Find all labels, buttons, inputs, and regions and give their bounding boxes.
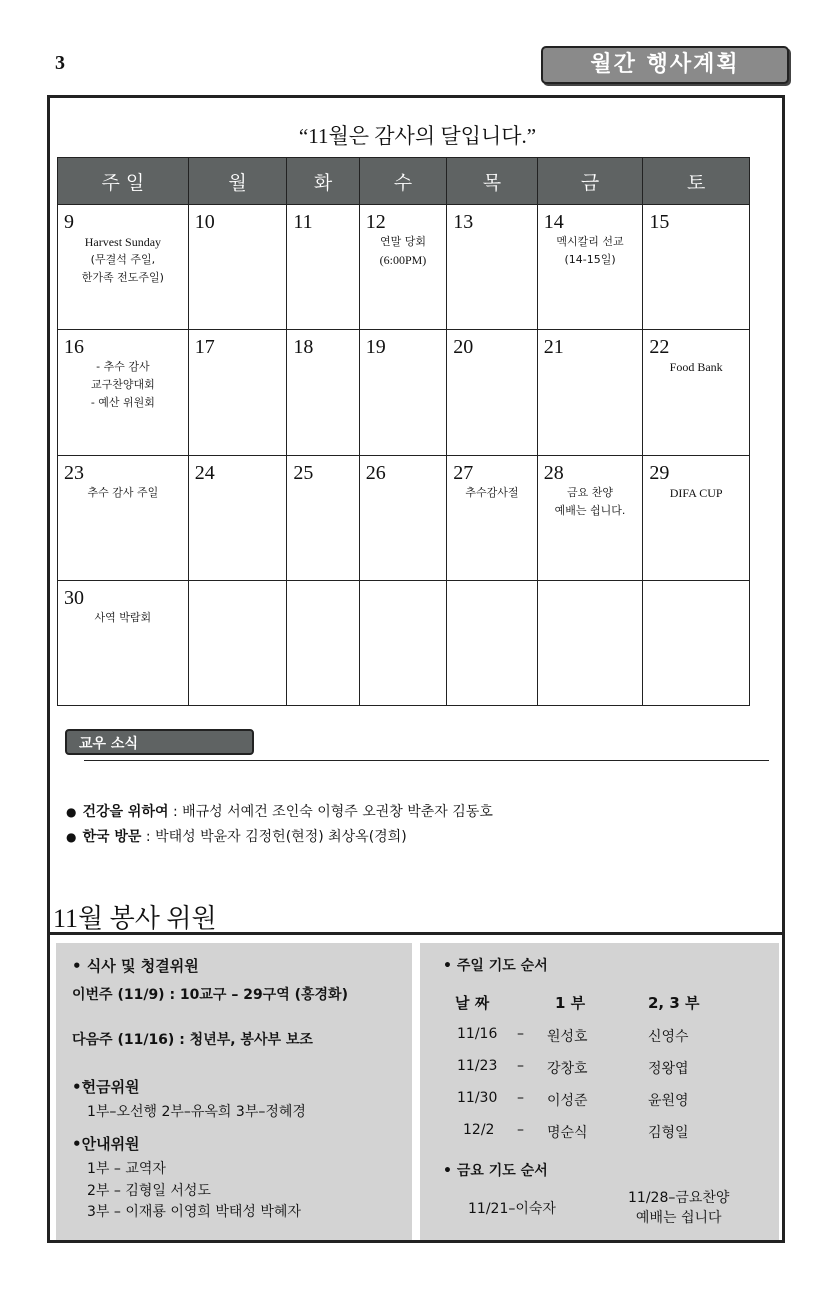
news-list — [66, 800, 493, 850]
offering-text: 1부–오선행 2부–유옥희 3부–정혜경 — [87, 1104, 306, 1120]
prayer-dash: – — [517, 1090, 524, 1106]
calendar-title: “11월은 감사의 달입니다.” — [298, 124, 537, 148]
calendar-day-cell — [58, 205, 189, 330]
day-event-note: Food Bank — [669, 360, 723, 375]
day-number: 21 — [543, 336, 564, 359]
prayer-date: 12/2 — [463, 1122, 495, 1138]
bullet-icon: ● — [66, 805, 77, 819]
day-event-note: 사역 박람회 — [94, 610, 152, 624]
weekday-header: 토 — [643, 158, 750, 205]
news-divider — [84, 760, 769, 761]
day-event-note: 멕시칼리 선교 — [556, 235, 624, 248]
day-number: 27 — [453, 461, 474, 484]
calendar-header-row — [58, 158, 750, 205]
calendar-day-cell — [537, 205, 643, 330]
day-number: 17 — [194, 336, 215, 359]
calendar — [57, 157, 750, 706]
day-event-note: 금요 찬양 — [567, 485, 614, 499]
news-item — [66, 800, 493, 825]
news-tab: 교우 소식 — [65, 729, 254, 755]
calendar-week-row — [58, 205, 750, 330]
day-number: 28 — [543, 461, 564, 484]
day-number: 16 — [64, 336, 84, 359]
calendar-day-cell — [287, 580, 359, 705]
day-number: 18 — [293, 336, 314, 359]
usher-line: 3부 – 이재룡 이영희 박태성 박혜자 — [87, 1204, 301, 1220]
calendar-day-cell — [447, 455, 538, 580]
day-number: 11 — [293, 211, 313, 233]
day-event-note: 예배는 쉽니다. — [554, 503, 626, 517]
sunday-prayer-title: • 주일 기도 순서 — [443, 958, 548, 974]
prayer-first-service: 원성호 — [547, 1029, 588, 1045]
cleaning-title: • 식사 및 청결위원 — [72, 957, 199, 975]
day-event-note: (무결석 주일, — [90, 253, 156, 266]
prayer-second-service: 신영수 — [648, 1029, 689, 1045]
calendar-day-cell — [643, 580, 750, 705]
calendar-day-cell — [188, 455, 287, 580]
day-number: 14 — [543, 211, 564, 233]
day-event-note: - 추수 감사 — [96, 360, 150, 374]
calendar-day-cell — [58, 330, 189, 455]
news-item-label: 건강을 위하여 — [82, 804, 169, 820]
prayer-date: 11/23 — [457, 1058, 498, 1074]
prayer-date: 11/16 — [457, 1026, 498, 1042]
calendar-day-cell — [287, 455, 359, 580]
day-number: 19 — [365, 336, 386, 359]
day-event-note: 추수감사절 — [465, 485, 519, 499]
day-number: 25 — [293, 461, 314, 484]
day-number: 22 — [649, 336, 670, 359]
calendar-day-cell — [359, 205, 447, 330]
prayer-header-second: 2, 3 부 — [648, 994, 700, 1012]
calendar-week-row — [58, 330, 750, 455]
calendar-day-cell — [537, 580, 643, 705]
weekday-header: 수 — [359, 158, 447, 205]
service-divider — [47, 932, 785, 935]
calendar-day-cell — [359, 455, 447, 580]
calendar-day-cell — [188, 205, 287, 330]
news-item-text: : 박태성 박윤자 김정헌(현정) 최상옥(경희) — [141, 829, 407, 845]
calendar-day-cell — [447, 330, 538, 455]
day-event-note: - 예산 위원회 — [90, 396, 155, 410]
prayer-second-service: 윤원영 — [648, 1093, 689, 1109]
news-item-label: 한국 방문 — [82, 829, 142, 845]
calendar-day-cell — [58, 580, 189, 705]
prayer-second-service: 김형일 — [648, 1125, 689, 1141]
friday-prayer-left: 11/21–이숙자 — [468, 1201, 556, 1217]
page-number: 3 — [55, 52, 65, 74]
friday-prayer-line: 예배는 쉽니다 — [635, 1210, 722, 1226]
calendar-day-cell — [447, 580, 538, 705]
day-number: 24 — [194, 461, 215, 484]
day-event-note: 한가족 전도주일) — [81, 271, 164, 284]
prayer-first-service: 명순식 — [547, 1125, 588, 1141]
weekday-header: 금 — [537, 158, 643, 205]
news-item — [66, 825, 493, 850]
calendar-day-cell — [643, 330, 750, 455]
day-number: 26 — [365, 461, 386, 484]
offering-title: •헌금위원 — [72, 1078, 140, 1096]
calendar-day-cell — [188, 330, 287, 455]
day-number: 29 — [649, 461, 670, 484]
day-number: 9 — [64, 211, 74, 233]
prayer-date: 11/30 — [457, 1090, 498, 1106]
day-event-note: 교구찬양대회 — [90, 378, 155, 392]
calendar-day-cell — [537, 330, 643, 455]
friday-prayer-right — [628, 1187, 729, 1227]
calendar-day-cell — [537, 455, 643, 580]
day-number: 23 — [64, 461, 84, 484]
prayer-header-first: 1 부 — [555, 994, 586, 1012]
usher-line: 2부 – 김형일 서성도 — [87, 1183, 211, 1199]
bullet-icon: ● — [66, 830, 77, 844]
prayer-first-service: 강창호 — [547, 1061, 588, 1077]
calendar-day-cell — [287, 330, 359, 455]
day-number: 13 — [453, 211, 474, 233]
calendar-day-cell — [287, 205, 359, 330]
prayer-second-service: 정왕엽 — [648, 1061, 689, 1077]
day-number: 30 — [64, 586, 84, 609]
calendar-week-row — [58, 580, 750, 705]
usher-line: 1부 – 교역자 — [87, 1161, 166, 1177]
next-week-text: 다음주 (11/16) : 청년부, 봉사부 보조 — [72, 1032, 313, 1048]
news-item-text: : 배규성 서예건 조인숙 이형주 오권창 박춘자 김동호 — [168, 804, 493, 820]
friday-prayer-title: • 금요 기도 순서 — [443, 1163, 548, 1179]
prayer-dash: – — [517, 1058, 524, 1074]
usher-title: •안내위원 — [72, 1135, 140, 1153]
day-number: 20 — [453, 336, 474, 359]
weekday-header: 목 — [447, 158, 538, 205]
weekday-header: 주 일 — [58, 158, 189, 205]
day-number: 10 — [194, 211, 215, 233]
day-number: 12 — [365, 211, 386, 233]
day-event-note: 추수 감사 주일 — [87, 485, 159, 499]
this-week-text: 이번주 (11/9) : 10교구 – 29구역 (홍경화) — [72, 987, 348, 1003]
day-event-note: (6:00PM) — [379, 253, 427, 267]
day-event-note: (14-15일) — [564, 253, 616, 266]
service-title: 11월 봉사 위원 — [53, 904, 217, 933]
calendar-day-cell — [643, 455, 750, 580]
calendar-week-row — [58, 455, 750, 580]
section-title: 월간 행사계획 — [541, 46, 789, 84]
day-event-note: DIFA CUP — [669, 485, 723, 500]
friday-prayer-line: 11/28–금요찬양 — [628, 1190, 730, 1206]
calendar-day-cell — [447, 205, 538, 330]
weekday-header: 월 — [188, 158, 287, 205]
calendar-day-cell — [58, 455, 189, 580]
prayer-header-date: 날 짜 — [455, 994, 490, 1012]
weekday-header: 화 — [287, 158, 359, 205]
day-number: 15 — [649, 211, 670, 233]
prayer-first-service: 이성준 — [547, 1093, 588, 1109]
day-event-note: Harvest Sunday — [84, 235, 162, 249]
day-event-note: 연말 당회 — [379, 235, 426, 248]
calendar-day-cell — [643, 205, 750, 330]
calendar-day-cell — [359, 580, 447, 705]
prayer-dash: – — [517, 1026, 524, 1042]
calendar-day-cell — [359, 330, 447, 455]
calendar-day-cell — [188, 580, 287, 705]
prayer-dash: – — [517, 1122, 524, 1138]
